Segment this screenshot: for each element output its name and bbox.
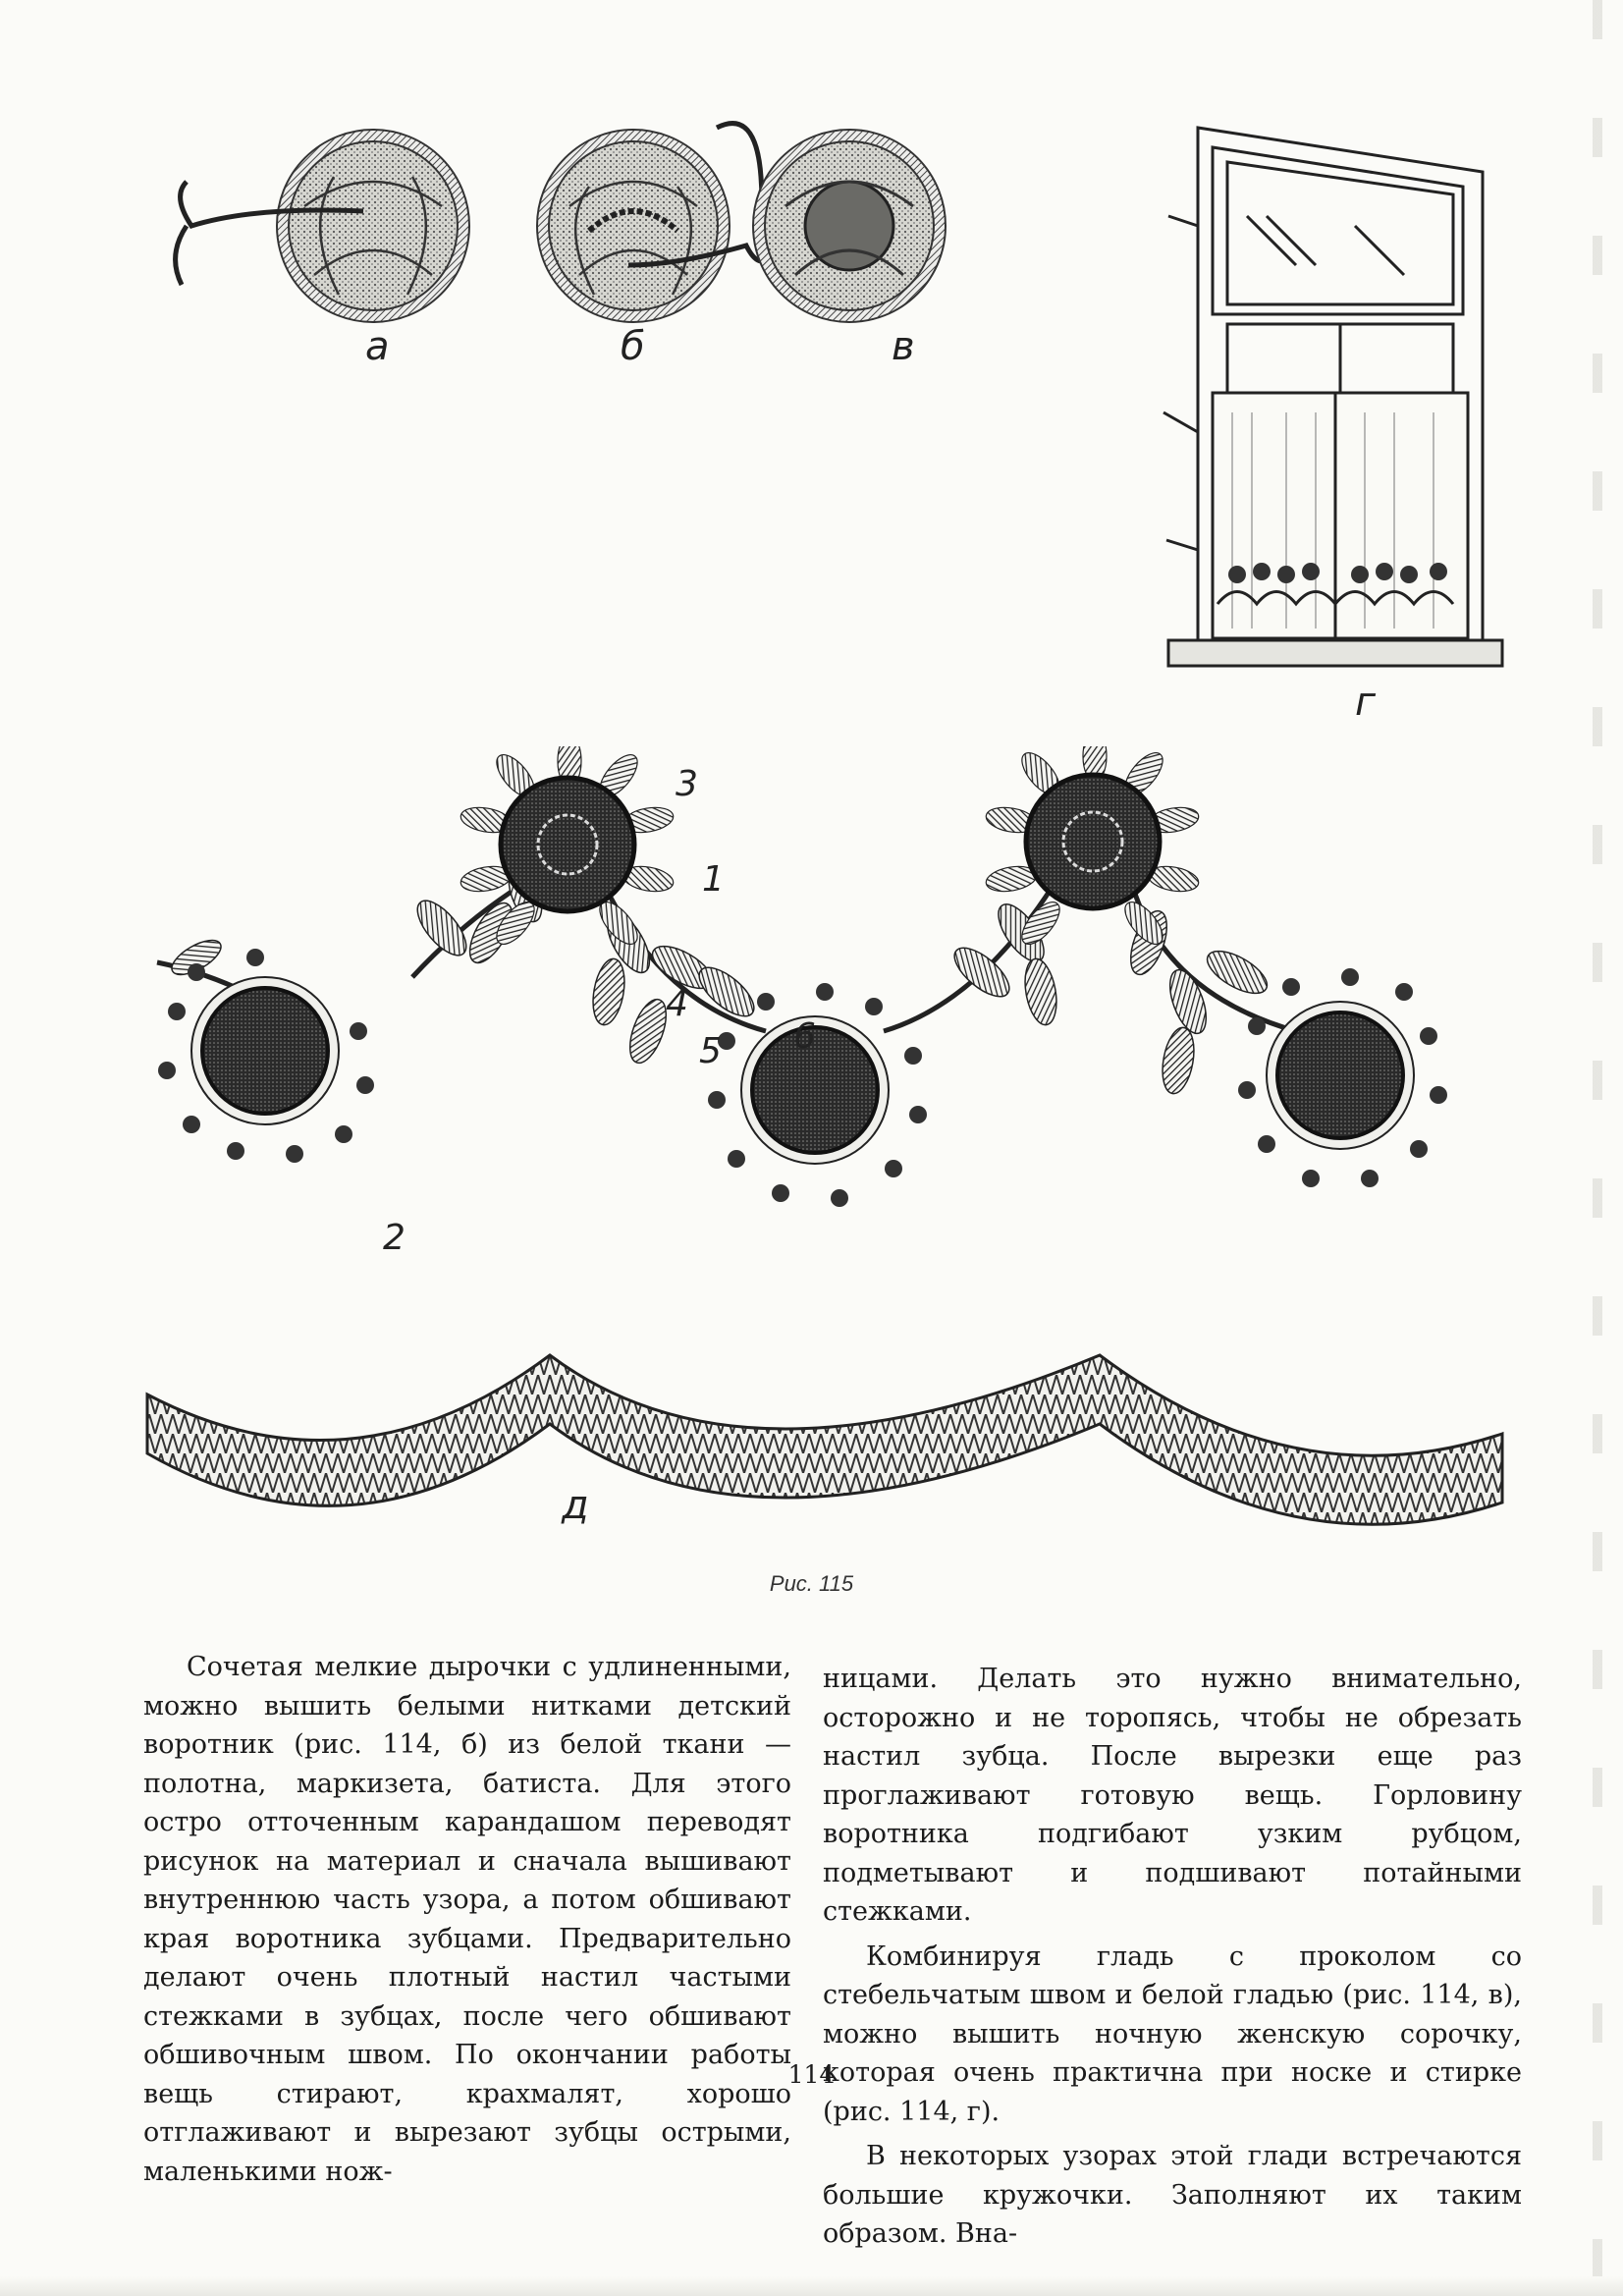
- circle-a: [176, 130, 469, 322]
- label-v: в: [892, 324, 915, 369]
- figure-window: [1159, 118, 1512, 687]
- label-a: а: [365, 324, 390, 369]
- figure-caption: Рис. 115: [769, 1571, 854, 1596]
- figure-scallop-border: [137, 1336, 1512, 1571]
- callout-6: 6: [793, 1016, 816, 1057]
- callout-2: 2: [383, 1218, 406, 1258]
- figure-circles: [167, 118, 972, 373]
- paragraph: Комбинируя гладь с проколом со стебельчатым швом и белой гладью (рис. 114, в), можно вышить ночную женскую сорочку, которая очень практична при носке и стирке (рис. 114, г).: [823, 1941, 1522, 2127]
- paragraph: ницами. Делать это нужно внимательно, осторожно и не торопясь, чтобы не обрезать настил зубца. После вырезки еще раз проглаживают готовую вещь. Горловину воротника подгибают узким рубцом, подметывают и подшивают потайными стежками.: [823, 1664, 1522, 1927]
- scan-edge: [1593, 0, 1602, 2296]
- circle-v: [753, 130, 946, 322]
- scan-bottom-edge: [0, 2276, 1623, 2296]
- label-b: б: [621, 324, 645, 369]
- callout-3: 3: [676, 764, 698, 804]
- figure-garland: [137, 746, 1512, 1326]
- paragraph: В некоторых узорах этой глади встречаются большие кружочки. Заполняют их таким образом. Вна-: [823, 2141, 1522, 2249]
- callout-5: 5: [699, 1031, 722, 1071]
- circle-b: [537, 124, 766, 322]
- text-column-left: [143, 1642, 791, 2191]
- callout-4: 4: [666, 984, 688, 1024]
- label-d: д: [562, 1483, 589, 1528]
- paragraph: Сочетая мелкие дырочки с удлиненными, можно вышить белыми нитками детский воротник (рис. 114, б) из белой ткани — полотна, маркизета, батиста. Для этого остро отточенным карандашом переводят рисунок на материал и сначала вышивают внутреннюю часть узора, а потом обшивают края воротника зубцами. Предварительно делают очень плотный настил частыми стежками в зубцах, после чего обшивают обшивочным швом. По окончании работы вещь стирают, крахмалят, хорошо отглаживают и вырезают зубцы острыми, маленькими нож-: [143, 1652, 791, 2187]
- label-g: г: [1355, 680, 1377, 725]
- page-number: 114: [787, 2060, 836, 2089]
- text-column-right: [823, 1660, 1522, 2254]
- callout-1: 1: [702, 859, 725, 900]
